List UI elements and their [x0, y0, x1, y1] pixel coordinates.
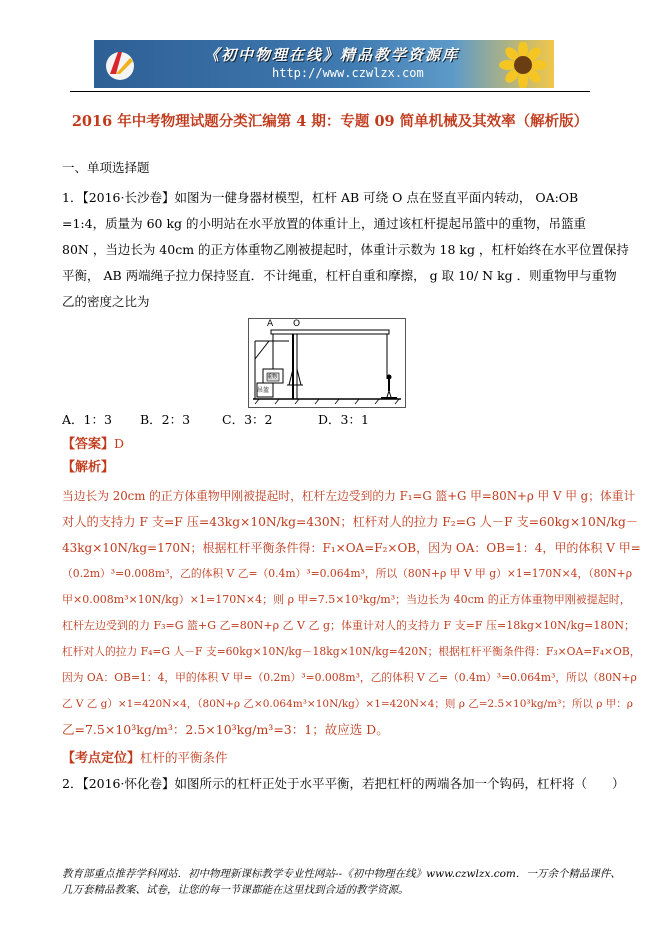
q1-line-3: 80N ，当边长为 40cm 的正方体重物乙刚被提起时，体重计示数为 18 kg ，杠杆始终在水平位置保持	[62, 242, 629, 257]
answer-value: D	[114, 436, 125, 451]
sunflower-icon	[494, 42, 552, 88]
analysis-line-7: 杠杆对人的拉力 F₄=G 人－F 支=60kg×10N/kg－18kg×10N/kg=420N；根据杠杆平衡条件得：F₃×OA=F₄×OB，	[62, 645, 641, 658]
answer-label: 【答案】	[62, 437, 115, 452]
analysis-line-1: 当边长为 20cm 的正方体重物甲刚被提起时，杠杆左边受到的力 F₁=G 篮+G 甲=80N+ρ 甲 V 甲 g；体重计	[62, 489, 636, 503]
figure-label-weight: 重物	[267, 374, 278, 380]
analysis-line-9: 乙 V 乙 g）×1=420N×4，（80N+ρ 乙×0.064m³×10N/kg）×1=420N×4；则 ρ 乙=2.5×10³kg/m³；所以 ρ 甲：ρ	[62, 698, 633, 710]
banner-url: http://www.czwlzx.com	[272, 66, 424, 80]
analysis-line-8: 因为 OA：OB=1：4，甲的体积 V 甲=（0.2m）³=0.008m³，乙的体积 V 乙=（0.4m）³=0.064m³，所以（80N+ρ	[62, 671, 637, 684]
footer-line-1: 教育部重点推荐学科网站．初中物理新课标教学专业性网站--《初中物理在线》www.czwlzx.com．一万余个精品课件、	[62, 868, 621, 880]
knowledge-label: 【考点定位】	[62, 751, 141, 766]
figure-label-a: A	[267, 319, 274, 329]
section-heading: 一、单项选择题	[62, 160, 150, 175]
figure-label-basket: 吊篮	[257, 387, 270, 394]
analysis-line-4: （0.2m）³=0.008m³，乙的体积 V 乙=（0.4m）³=0.064m³，所以（80N+ρ 甲 V 甲 g）×1=170N×4，（80N+ρ	[62, 567, 633, 580]
figure-label-o: O	[293, 319, 301, 329]
q1-line-5: 乙的密度之比为	[62, 294, 150, 309]
document-title: 2016 年中考物理试题分类汇编第 4 期：专题 09 简单机械及其效率（解析版）	[71, 113, 589, 130]
option-b: B．2：3	[140, 412, 191, 427]
footer-line-2: 几万套精品教案、试卷，让您的每一节课都能在这里找到合适的教学资源。	[62, 884, 409, 896]
lever-figure	[248, 318, 406, 408]
knowledge-row	[62, 750, 228, 767]
q1-line-4: 平衡， AB 两端绳子拉力保持竖直．不计绳重，杠杆自重和摩擦， g 取 10/ N kg ．则重物甲与重物	[62, 268, 617, 283]
analysis-line-2: 对人的支持力 F 支=F 压=43kg×10N/kg=430N；杠杆对人的拉力 F₂=G 人－F 支=60kg×10N/kg－	[62, 515, 639, 529]
analysis-line-10: 乙=7.5×10³kg/m³：2.5×10³kg/m³=3：1；故应选 D。	[62, 722, 389, 737]
analysis-line-5: 甲×0.008m³×10N/kg）×1=170N×4；则 ρ 甲=7.5×10³kg/m³；当边长为 40cm 的正方体重物甲刚被提起时，	[62, 593, 631, 606]
answer-row	[62, 436, 124, 453]
header-banner	[94, 40, 554, 88]
site-logo-icon	[100, 44, 140, 84]
option-c: C．3：2	[222, 412, 273, 427]
analysis-line-3: 43kg×10N/kg=170N；根据杠杆平衡条件得：F₁×OA=F₂×OB，因为 OA：OB=1：4，甲的体积 V 甲=	[62, 541, 641, 555]
analysis-line-6: 杠杆左边受到的力 F₃=G 篮+G 乙=80N+ρ 乙 V 乙 g；体重计对人的支持力 F 支=F 压=18kg×10N/kg=180N；	[62, 619, 636, 632]
option-d: D．3：1	[318, 412, 369, 427]
q1-line-2: =1:4，质量为 60 kg 的小明站在水平放置的体重计上，通过该杠杆提起吊篮中的重物，吊篮重	[62, 216, 586, 231]
analysis-label: 【解析】	[62, 460, 115, 475]
q1-line-1: 1．【2016·长沙卷】如图为一健身器材模型，杠杆 AB 可绕 O 点在竖直平面内转动， OA:OB	[62, 190, 579, 205]
header-rule	[70, 91, 590, 92]
lever-diagram	[249, 319, 405, 407]
q2-text: 2．【2016·怀化卷】如图所示的杠杆正处于水平平衡，若把杠杆的两端各加一个钩码，杠杆将（ ）	[62, 776, 625, 791]
knowledge-value: 杠杆的平衡条件	[140, 750, 228, 765]
banner-title: 《初中物理在线》精品教学资源库	[204, 46, 460, 64]
option-a: A．1：3	[62, 412, 112, 427]
